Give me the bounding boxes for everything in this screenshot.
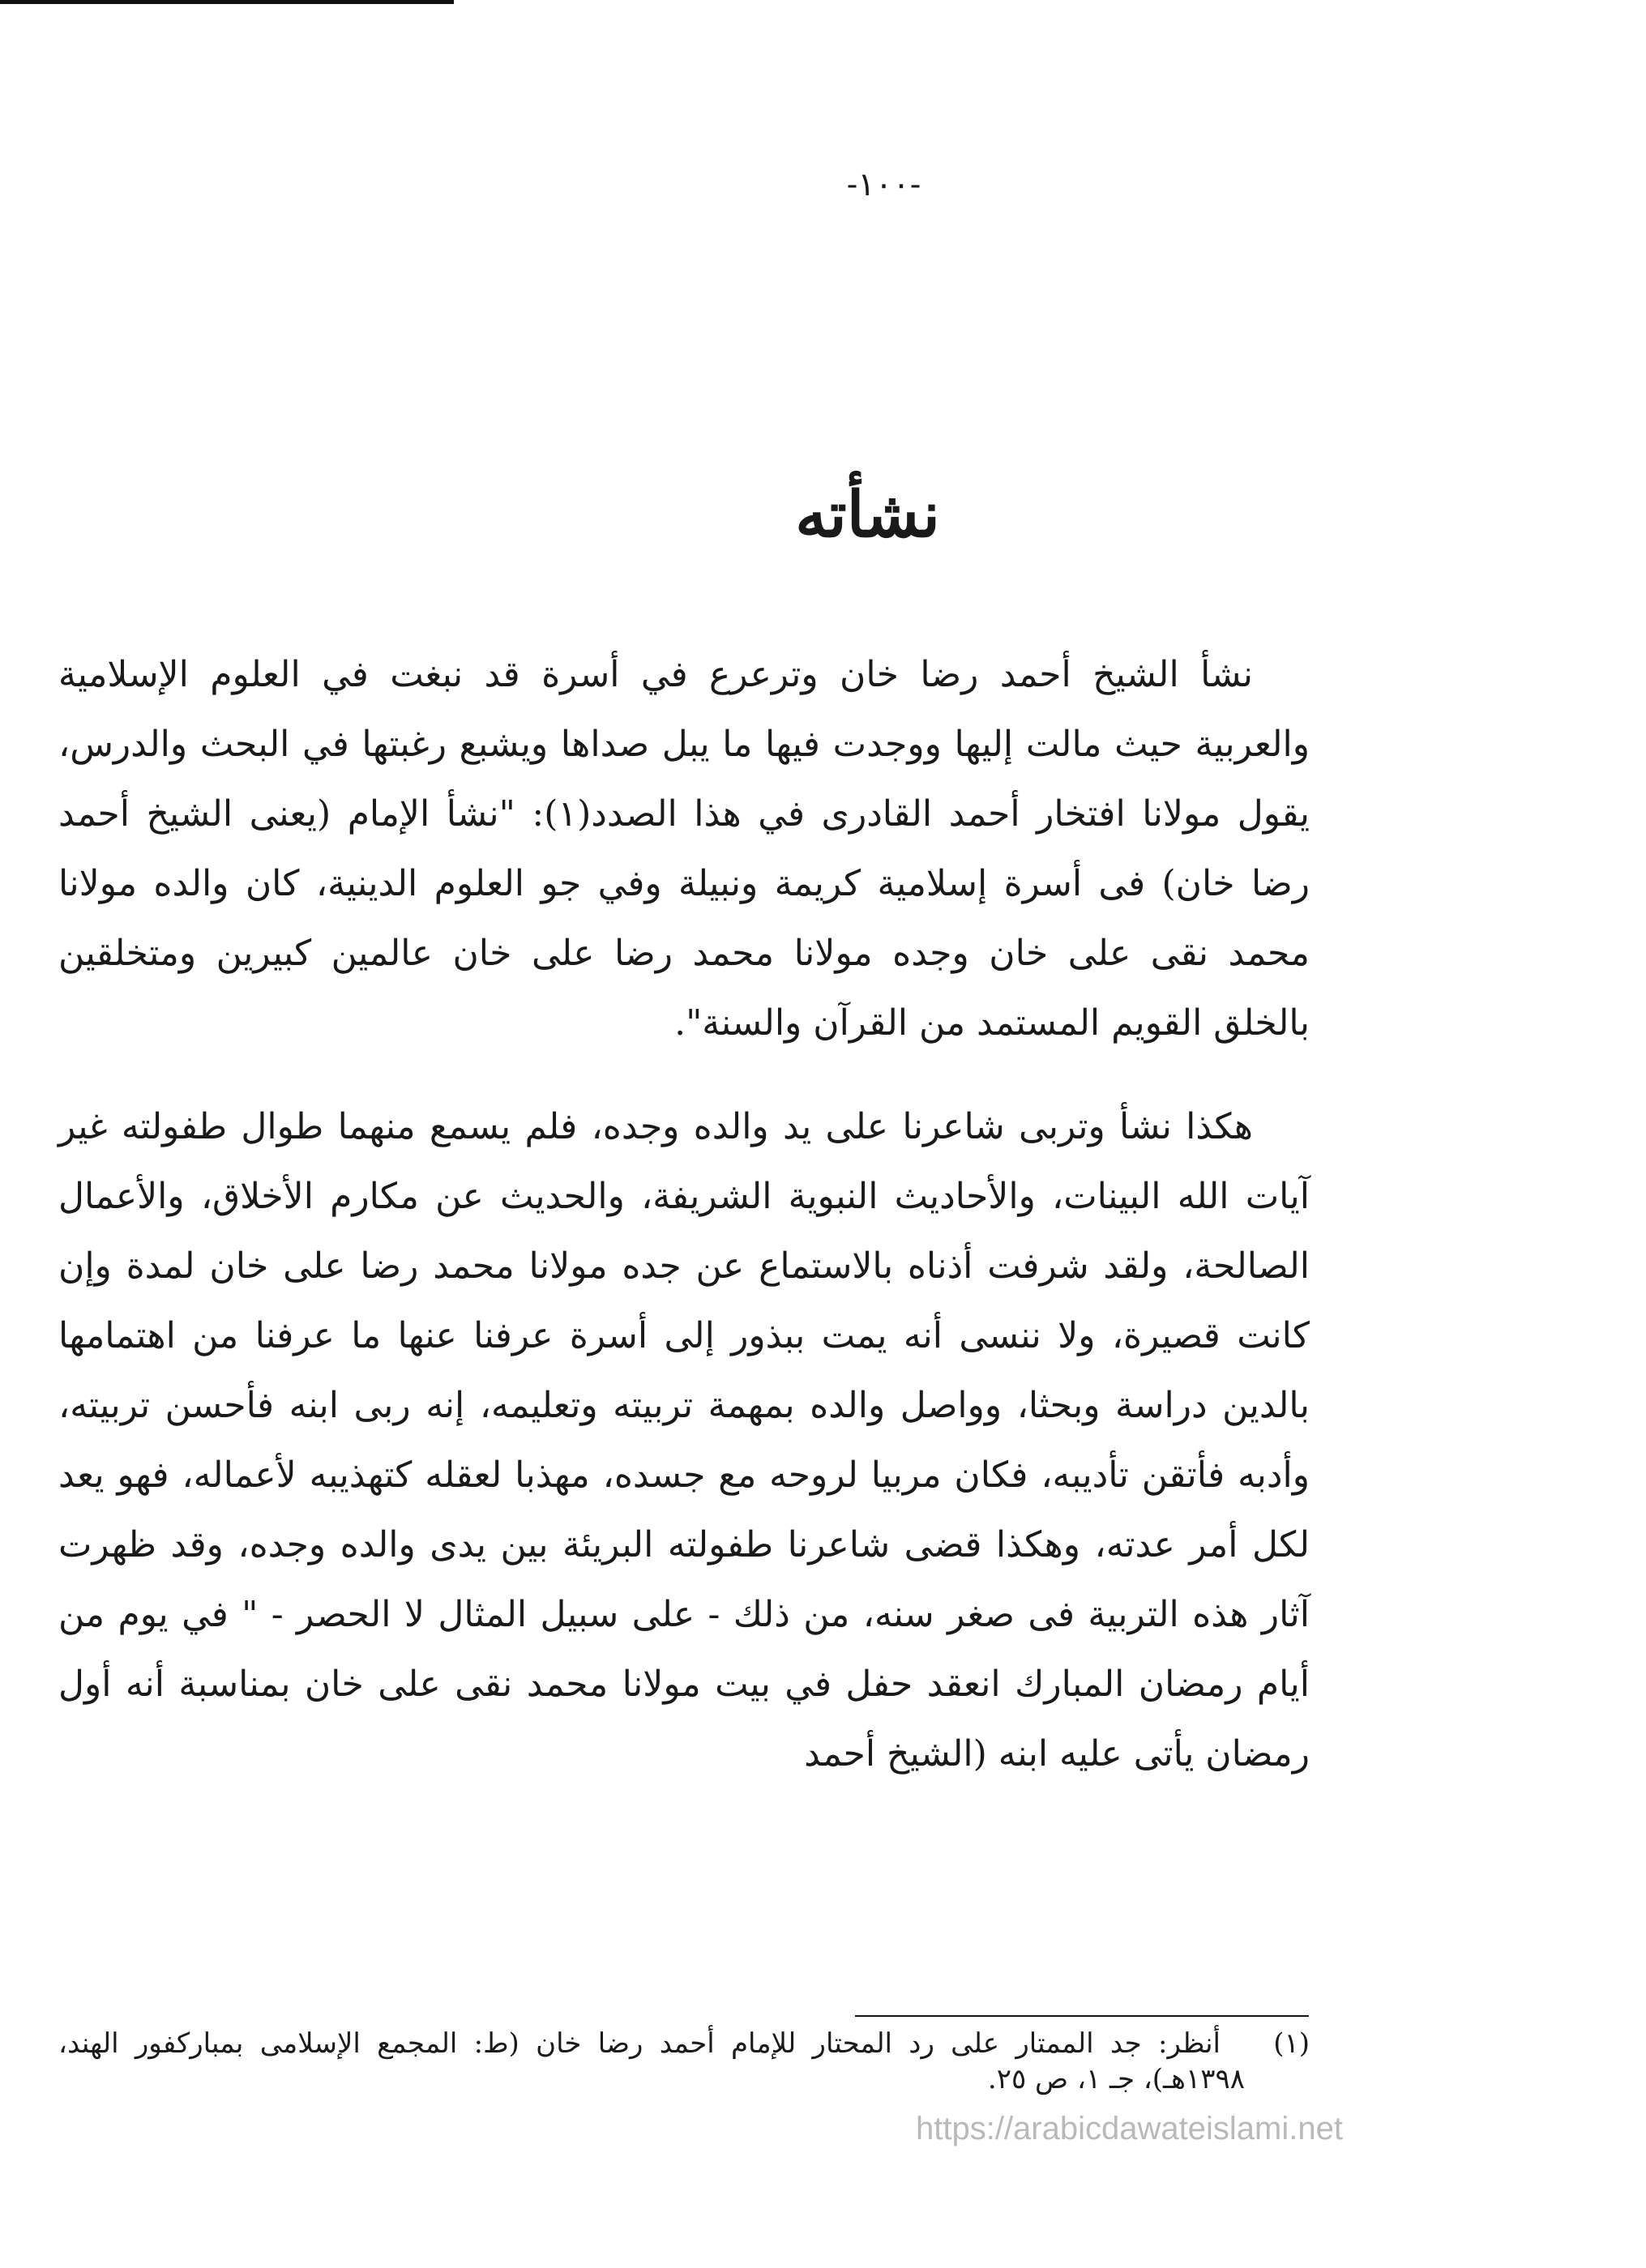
- footnote-marker: (١): [1273, 2027, 1310, 2060]
- footnote: [58, 2026, 1310, 2097]
- chapter-title: [0, 478, 1646, 552]
- paragraph-2: هكذا نشأ وتربى شاعرنا على يد والده وجده، فلم يسمع منهما طوال طفولته غير آيات الله البينات، والأحاديث النبوية الشريفة، والحديث عن مكارم الأخلاق، والأعمال الصالحة، ولقد شرفت أذناه بالاستماع عن جده مولانا محمد رضا على خان لمدة وإن كانت قصيرة، ولا ننسى أنه يمت ببذور إلى أسرة عرفنا عنها ما عرفنا من اهتمامها بالدين دراسة وبحثا، وواصل والده بمهمة تربيته وتعليمه، إنه ربى ابنه فأحسن تربيته، وأدبه فأتقن تأديبه، فكان مربيا لروحه مع جسده، مهذبا لعقله كتهذيبه لأعماله، فهو يعد لكل أمر عدته، وهكذا قضى شاعرنا طفولته البريئة بين يدى والده وجده، وقد ظهرت آثار هذه التربية فى صغر سنه، من ذلك - على سبيل المثال لا الحصر - " في يوم من أيام رمضان المبارك انعقد حفل في بيت مولانا محمد نقى على خان بمناسبة أنه أول رمضان يأتى عليه ابنه (الشيخ أحمد: [58, 1106, 1310, 1775]
- chapter-title-text: نشأته: [795, 478, 940, 552]
- top-rule: [0, 0, 454, 4]
- page-number-text: -١٠٠-: [846, 166, 921, 203]
- body-text: [58, 640, 1310, 1789]
- page-number: [0, 166, 1646, 203]
- paragraph-1: نشأ الشيخ أحمد رضا خان وترعرع في أسرة قد نبغت في العلوم الإسلامية والعربية حيث مالت إليها ووجدت فيها ما يبل صداها ويشبع رغبتها في البحث والدرس، يقول مولانا افتخار أحمد القادرى في هذا الصدد(١): "نشأ الإمام (يعنى الشيخ أحمد رضا خان) فى أسرة إسلامية كريمة ونبيلة وفي جو العلوم الدينية، كان والده مولانا محمد نقى على خان وجده مولانا محمد رضا على خان عالمين كبيرين ومتخلقين بالخلق القويم المستمد من القرآن والسنة".: [58, 654, 1310, 1044]
- watermark-url: https://arabicdawateislami.net: [916, 2111, 1343, 2146]
- footnote-rule: [855, 2015, 1309, 2017]
- footnote-text: أنظر: جد الممتار على رد المحتار للإمام أحمد رضا خان (ط: المجمع الإسلامى بمباركفور الهند، ١٣٩٨هـ)، جـ ١، ص ٢٥.: [58, 2027, 1245, 2095]
